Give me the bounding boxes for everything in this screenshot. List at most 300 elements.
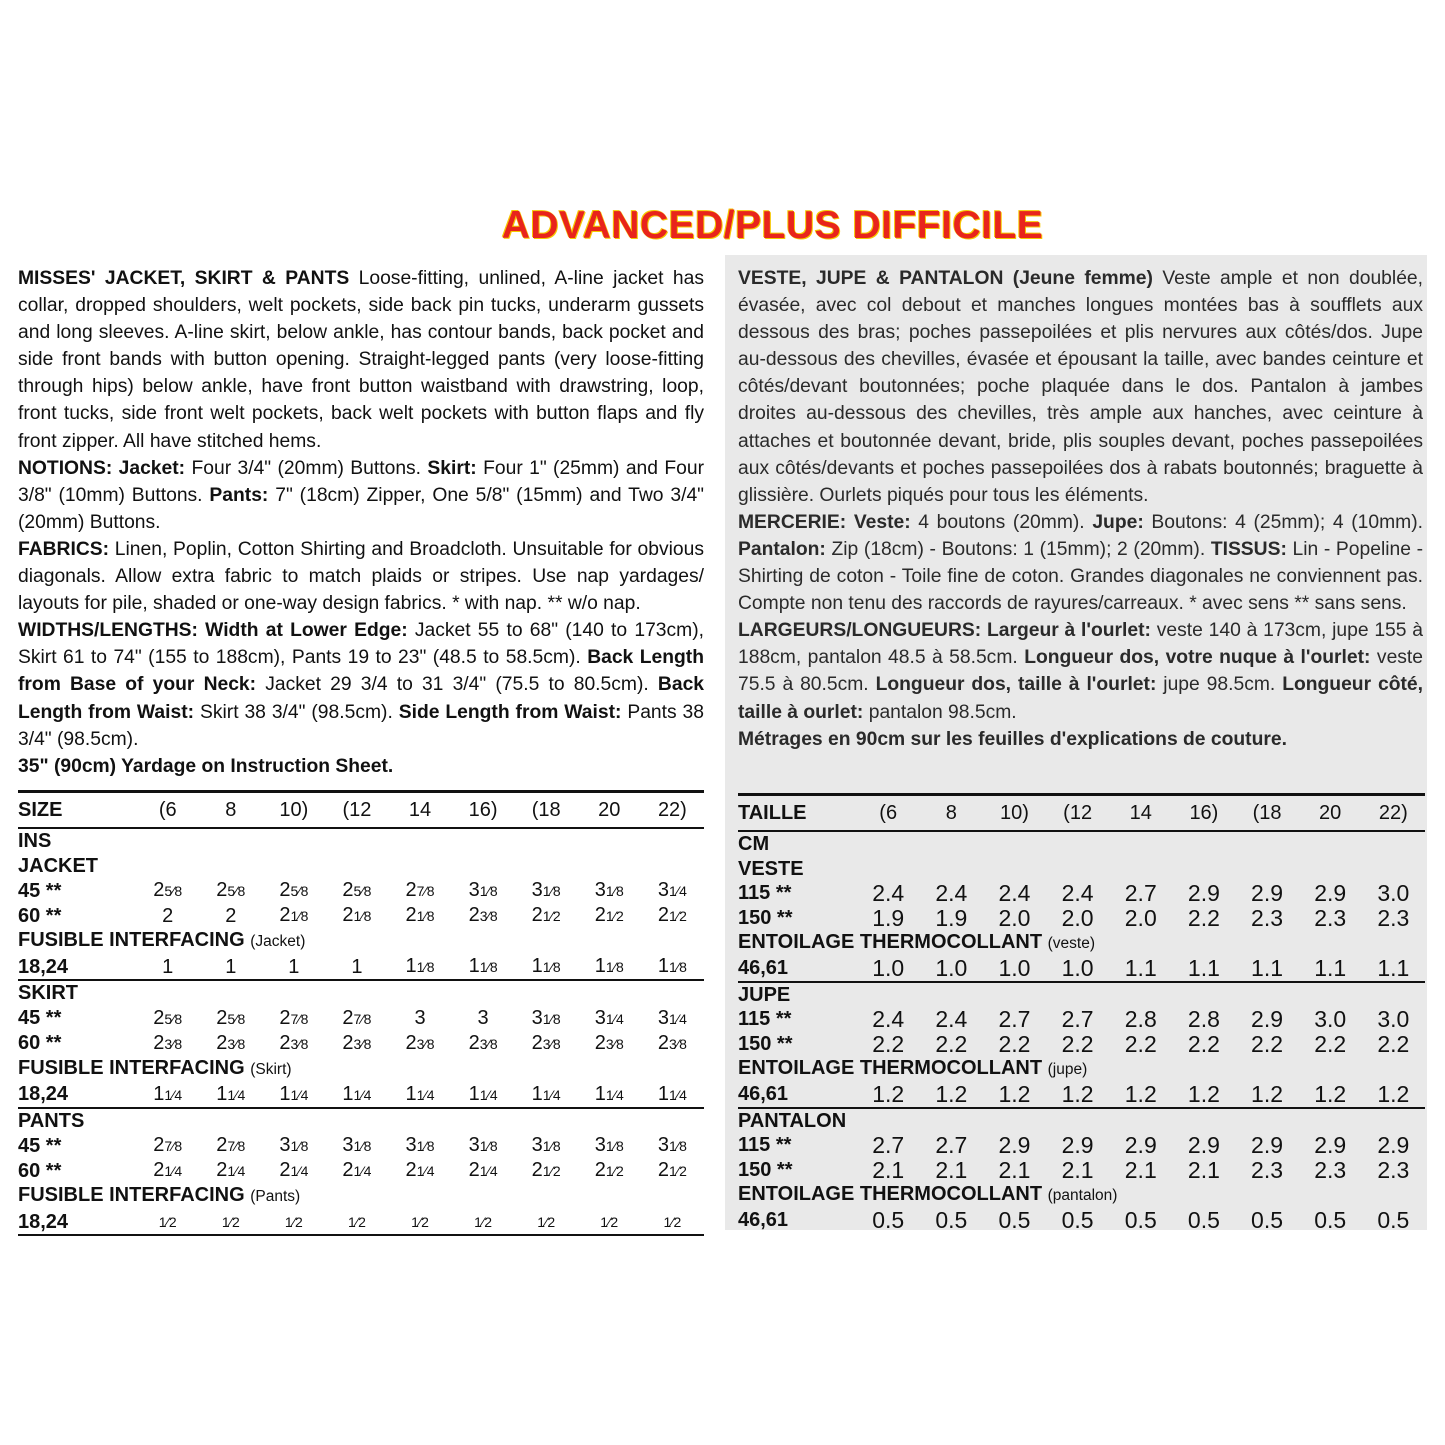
- notions-jacket: Four 3/4" (20mm) Buttons.: [191, 457, 422, 479]
- size-header-row: [18, 793, 704, 828]
- size-cell: 14: [1109, 796, 1172, 831]
- value-cell: 23⁄8: [342, 1031, 372, 1054]
- table-row: [18, 1133, 704, 1158]
- value-cell: 2.2: [1061, 1030, 1094, 1057]
- value-cell: 2.2: [1124, 1030, 1157, 1057]
- value-cell: 1⁄2: [221, 1214, 240, 1230]
- value-cell: 1⁄2: [158, 1214, 177, 1230]
- value-cell: 27⁄8: [405, 879, 435, 901]
- interfacing-note: (Pants): [250, 1188, 301, 1205]
- value-cell: 21⁄4: [468, 1159, 498, 1181]
- interfacing-note: (pantalon): [1047, 1187, 1118, 1204]
- value-cell: 11⁄4: [216, 1082, 246, 1105]
- size-cell: (6: [857, 796, 920, 831]
- value-cell: 1⁄2: [284, 1214, 303, 1230]
- value-cell: 23⁄8: [468, 904, 498, 926]
- interfacing-note: (veste): [1047, 935, 1095, 952]
- mercerie-jupe: Boutons: 4 (25mm); 4 (10mm).: [1151, 511, 1424, 533]
- value-cell: 31⁄4: [594, 1006, 624, 1029]
- value-cell: 21⁄4: [405, 1159, 435, 1181]
- longueur-nuque: veste 75.5 à 80.5cm.: [738, 647, 1424, 696]
- row-label: 60 **: [18, 904, 62, 927]
- value-cell: 2.1: [872, 1156, 905, 1183]
- value-cell: 11⁄4: [342, 1082, 372, 1105]
- value-cell: 2.3: [1377, 1156, 1410, 1183]
- value-cell: 25⁄8: [153, 1006, 183, 1029]
- notions: [18, 455, 704, 536]
- value-cell: 0.5: [1187, 1207, 1220, 1234]
- interfacing-note: (Skirt): [250, 1060, 292, 1078]
- interfacing-label: FUSIBLE INTERFACING (Skirt): [18, 1056, 292, 1079]
- section-label: SKIRT: [18, 980, 704, 1006]
- size-cell: 8: [199, 793, 262, 828]
- interfacing-row: [18, 954, 704, 980]
- table-row: [738, 1007, 1425, 1032]
- value-cell: 1: [162, 955, 174, 978]
- value-cell: 2.1: [1061, 1156, 1094, 1183]
- value-cell: 31⁄8: [531, 1134, 561, 1156]
- value-cell: 1.2: [1251, 1081, 1284, 1108]
- interfacing-label: ENTOILAGE THERMOCOLLANT (veste): [738, 931, 1095, 953]
- back-waist-label: Back Length from Waist:: [18, 674, 705, 723]
- value-cell: 11⁄8: [405, 955, 435, 977]
- value-cell: 0.5: [998, 1207, 1031, 1234]
- value-cell: 2.1: [935, 1156, 968, 1183]
- section-row: [18, 980, 704, 1006]
- value-cell: 21⁄2: [531, 904, 561, 926]
- value-cell: 23⁄8: [594, 1031, 624, 1054]
- value-cell: 2.9: [1251, 1006, 1284, 1033]
- metrages-note-text: Métrages en 90cm sur les feuilles d'explications de couture.: [738, 728, 1287, 750]
- french-description-column: [738, 265, 1423, 753]
- table-row: [738, 881, 1425, 906]
- value-cell: 27⁄8: [279, 1006, 309, 1029]
- value-cell: 21⁄4: [216, 1159, 246, 1181]
- value-cell: 2.2: [872, 1030, 905, 1057]
- value-cell: 1.2: [1124, 1081, 1157, 1108]
- table-row: [738, 906, 1425, 931]
- unit-row: [738, 831, 1425, 857]
- value-cell: 1.1: [1187, 955, 1220, 982]
- value-cell: 11⁄8: [468, 955, 498, 977]
- value-cell: 1.0: [1061, 955, 1094, 982]
- row-label: 46,61: [738, 1209, 789, 1232]
- value-cell: 27⁄8: [342, 1006, 372, 1029]
- widths-lengths: [18, 617, 704, 752]
- largeur: veste 140 à 173cm, jupe 155 à 188cm, pantalon 48.5 à 58.5cm.: [738, 620, 1424, 669]
- value-cell: 0.5: [1061, 1207, 1094, 1234]
- value-cell: 21⁄2: [594, 904, 624, 926]
- value-cell: 2.2: [1187, 1030, 1220, 1057]
- value-cell: 1: [351, 955, 363, 978]
- value-cell: 2.1: [998, 1156, 1031, 1183]
- value-cell: 2.7: [935, 1132, 968, 1159]
- longueur-nuque-label: Longueur dos, votre nuque à l'ourlet:: [1024, 647, 1371, 669]
- width-lower: Jacket 55 to 68" (140 to 173cm), Skirt 61 to 74" (155 to 188cm), Pants 19 to 23" (48.5 to 58.5cm).: [18, 620, 705, 669]
- row-label: 46,61: [738, 957, 789, 980]
- value-cell: 31⁄8: [531, 879, 561, 901]
- section-row: [18, 1108, 704, 1134]
- section-row: [18, 854, 704, 879]
- value-cell: 31⁄8: [594, 879, 624, 901]
- value-cell: 3: [414, 1007, 426, 1029]
- value-cell: 2.2: [1187, 904, 1220, 931]
- value-cell: 2.2: [1251, 1030, 1284, 1057]
- fr-description-heading: VESTE, JUPE & PANTALON (Jeune femme): [738, 268, 1153, 289]
- tissus-heading: TISSUS:: [1210, 538, 1287, 560]
- mercerie-pantalon-label: Pantalon:: [738, 538, 826, 560]
- unit-label: INS: [18, 830, 52, 853]
- value-cell: 2.0: [1124, 904, 1157, 931]
- row-label: 46,61: [738, 1083, 789, 1106]
- value-cell: 21⁄4: [153, 1159, 183, 1181]
- value-cell: 11⁄4: [405, 1082, 435, 1105]
- french-description: [738, 265, 1423, 509]
- value-cell: 2.9: [1187, 880, 1220, 907]
- value-cell: 1: [288, 955, 300, 978]
- value-cell: 31⁄8: [657, 1134, 687, 1156]
- fabrics-text: Linen, Poplin, Cotton Shirting and Broadcloth. Unsuitable for obvious diagonals. Allow extra fabric to match plaids or stripes. Use nap yardages/ layouts for pile, shaded or one-way design fabrics. * with nap. ** w/o nap.: [18, 538, 704, 615]
- unit-label: CM: [738, 833, 770, 856]
- size-cell: 16): [1172, 796, 1235, 831]
- largeurs-heading: LARGEURS/LONGUEURS:: [738, 620, 982, 642]
- size-label: SIZE: [18, 793, 136, 828]
- value-cell: 2.4: [998, 880, 1031, 907]
- unit-row: [18, 828, 704, 854]
- value-cell: 23⁄8: [468, 1031, 498, 1054]
- value-cell: 2.4: [935, 880, 968, 907]
- value-cell: 1.9: [872, 904, 905, 931]
- largeurs-longueurs: [738, 617, 1423, 725]
- back-waist: Skirt 38 3/4" (98.5cm).: [199, 701, 393, 723]
- notions-pants: 7" (18cm) Zipper, One 5/8" (15mm) and Two 3/4" (20mm) Buttons.: [18, 484, 705, 533]
- value-cell: 2.7: [998, 1006, 1031, 1033]
- fabrics: [18, 536, 704, 617]
- value-cell: 27⁄8: [153, 1134, 183, 1156]
- interfacing-header-row: [738, 1182, 1425, 1208]
- size-header-row: [738, 796, 1425, 831]
- interfacing-row: [738, 1082, 1425, 1108]
- value-cell: 11⁄8: [657, 955, 687, 977]
- notions-skirt-label: Skirt:: [427, 457, 477, 479]
- value-cell: 1.1: [1377, 955, 1410, 982]
- mercerie: [738, 509, 1423, 617]
- value-cell: 25⁄8: [279, 879, 309, 901]
- value-cell: 2.3: [1314, 1156, 1347, 1183]
- interfacing-header-row: [18, 1183, 704, 1209]
- value-cell: 25⁄8: [216, 1006, 246, 1029]
- size-cell: (12: [325, 793, 388, 828]
- value-cell: 11⁄8: [594, 955, 624, 977]
- interfacing-note: (Jacket): [250, 933, 306, 950]
- value-cell: 2.9: [1251, 880, 1284, 907]
- table-row: [18, 1158, 704, 1183]
- notions-heading: NOTIONS:: [18, 457, 113, 479]
- size-cell: 20: [578, 793, 641, 828]
- value-cell: 1.2: [1377, 1081, 1410, 1108]
- value-cell: 1.1: [1314, 955, 1347, 982]
- value-cell: 3: [477, 1007, 489, 1029]
- value-cell: 2.4: [935, 1006, 968, 1033]
- size-cell: 10): [262, 793, 325, 828]
- interfacing-label: ENTOILAGE THERMOCOLLANT (pantalon): [738, 1183, 1118, 1205]
- value-cell: 1.2: [1061, 1081, 1094, 1108]
- value-cell: 2.3: [1314, 904, 1347, 931]
- value-cell: 1.0: [998, 955, 1031, 982]
- row-label: 150 **: [738, 1158, 793, 1181]
- side-waist: Pants 38 3/4" (98.5cm).: [18, 701, 705, 750]
- value-cell: 1: [225, 955, 237, 978]
- fr-description-text: Veste ample et non doublée, évasée, avec col debout et manches longues montées bas à soufflets aux dessous des bras; poches passepoilées et plis nervures aux côtés/dos. Jupe au-dessous des chevilles, évasée et épousant la taille, avec bandes ceinture et côtés/devant boutonnées; poche plaquée dans le dos. Pantalon à jambes droites au-dessous des chevilles, très ample aux hanches, avec ceinture à attaches et boutonnée devant, bride, plis souples devant, poches passepoilées aux côtés/devants et poches passepoilées dos à rabats boutonnés; braguette à glissière. Ourlets piqués pour tous les éléments.: [738, 268, 1423, 506]
- value-cell: 2.1: [1187, 1156, 1220, 1183]
- table-row: [738, 1158, 1425, 1183]
- longueur-cote-label: Longueur côté, taille à ourlet:: [738, 674, 1423, 723]
- value-cell: 1⁄2: [411, 1214, 429, 1230]
- size-cell: (12: [1046, 796, 1109, 831]
- value-cell: 0.5: [1124, 1207, 1157, 1234]
- value-cell: 2.8: [1124, 1006, 1157, 1033]
- value-cell: 0.5: [872, 1207, 905, 1234]
- value-cell: 2.2: [1314, 1030, 1347, 1057]
- longueur-taille: jupe 98.5cm.: [1163, 674, 1276, 696]
- value-cell: 11⁄4: [594, 1082, 624, 1105]
- value-cell: 23⁄8: [657, 1031, 687, 1054]
- row-label: 18,24: [18, 1083, 69, 1105]
- longueur-taille-label: Longueur dos, taille à l'ourlet:: [875, 674, 1157, 696]
- value-cell: 1.2: [1187, 1081, 1220, 1108]
- value-cell: 23⁄8: [405, 1031, 435, 1054]
- notions-jacket-label: Jacket:: [118, 457, 186, 479]
- value-cell: 1.2: [935, 1081, 968, 1108]
- longueur-cote: pantalon 98.5cm.: [868, 701, 1017, 723]
- size-cell: (6: [136, 793, 199, 828]
- value-cell: 31⁄4: [657, 879, 687, 901]
- value-cell: 2.1: [1124, 1156, 1157, 1183]
- value-cell: 23⁄8: [531, 1031, 561, 1054]
- english-description-column: [18, 265, 704, 780]
- size-cell: 22): [641, 793, 704, 828]
- value-cell: 25⁄8: [342, 879, 372, 901]
- value-cell: 2.3: [1377, 904, 1410, 931]
- description-text: Loose-fitting, unlined, A-line jacket has collar, dropped shoulders, welt pockets, side back pin tucks, underarm gussets and long sleeves. A-line skirt, below ankle, has contour bands, back pocket and side front bands with button opening. Straight-legged pants (very loose-fitting through hips) below ankle, have front button waistband with drawstring, loop, front tucks, side front welt pockets, back welt pockets with button flaps and fly front zipper. All have stitched hems.: [18, 268, 704, 452]
- value-cell: 2: [162, 904, 174, 927]
- table-row: [18, 903, 704, 928]
- table-row: [18, 1031, 704, 1056]
- page-title: ADVANCED/PLUS DIFFICILE: [501, 204, 1044, 247]
- metrages-note: [738, 726, 1423, 753]
- interfacing-header-row: [18, 1056, 704, 1082]
- fabrics-heading: FABRICS:: [18, 538, 110, 560]
- interfacing-row: [738, 1208, 1425, 1233]
- notions-skirt: Four 1" (25mm) and Four 3/8" (10mm) Buttons.: [18, 457, 705, 506]
- interfacing-label: FUSIBLE INTERFACING (Pants): [18, 1184, 301, 1206]
- value-cell: 3.0: [1377, 1006, 1410, 1033]
- row-label: 115 **: [738, 882, 792, 905]
- value-cell: 23⁄8: [216, 1031, 246, 1054]
- section-label: PANTALON: [738, 1108, 1425, 1134]
- value-cell: 1.2: [1314, 1081, 1347, 1108]
- value-cell: 11⁄4: [468, 1082, 498, 1105]
- value-cell: 2.4: [872, 1006, 905, 1033]
- value-cell: 1.0: [935, 955, 968, 982]
- largeur-label: Largeur à l'ourlet:: [986, 620, 1151, 642]
- value-cell: 2.9: [1314, 1132, 1347, 1159]
- section-row: [738, 982, 1425, 1008]
- row-label: 18,24: [18, 1210, 69, 1233]
- value-cell: 0.5: [1314, 1207, 1347, 1234]
- value-cell: 21⁄8: [405, 904, 435, 926]
- value-cell: 27⁄8: [216, 1134, 246, 1156]
- row-label: 115 **: [738, 1008, 792, 1031]
- value-cell: 2.7: [872, 1132, 905, 1159]
- value-cell: 1.2: [998, 1081, 1031, 1108]
- value-cell: 2: [225, 904, 237, 927]
- interfacing-row: [738, 956, 1425, 982]
- row-label: 18,24: [18, 955, 69, 978]
- size-cell: 20: [1299, 796, 1362, 831]
- width-lower-label: Width at Lower Edge:: [205, 620, 408, 642]
- row-label: 115 **: [738, 1134, 792, 1157]
- widths-heading: WIDTHS/LENGTHS:: [18, 620, 198, 642]
- value-cell: 2.9: [1377, 1132, 1410, 1159]
- mercerie-veste-label: Veste:: [853, 511, 911, 533]
- size-cell: 8: [920, 796, 983, 831]
- value-cell: 2.0: [998, 904, 1031, 931]
- value-cell: 1⁄2: [600, 1214, 619, 1230]
- value-cell: 21⁄2: [657, 1159, 687, 1181]
- section-row: [738, 857, 1425, 882]
- interfacing-header-row: [18, 928, 704, 954]
- mercerie-veste: 4 boutons (20mm).: [918, 511, 1085, 533]
- value-cell: 1⁄2: [474, 1214, 493, 1230]
- size-cell: 10): [983, 796, 1046, 831]
- mercerie-pantalon: Zip (18cm) - Boutons: 1 (15mm); 2 (20mm).: [831, 538, 1206, 560]
- value-cell: 2.7: [1061, 1006, 1094, 1033]
- value-cell: 31⁄4: [657, 1006, 687, 1029]
- value-cell: 31⁄8: [594, 1134, 624, 1156]
- value-cell: 21⁄8: [342, 904, 372, 926]
- size-label: TAILLE: [738, 796, 857, 831]
- value-cell: 21⁄8: [279, 904, 309, 926]
- section-row: [738, 1108, 1425, 1134]
- value-cell: 3.0: [1377, 880, 1410, 907]
- interfacing-header-row: [738, 930, 1425, 956]
- tissus-text: Lin - Popeline - Shirting de coton - Toile fine de coton. Grandes diagonales ne conviennent pas. Compte non tenu des raccords de rayures/carreaux. * avec sens ** sans sens.: [738, 538, 1424, 615]
- value-cell: 2.9: [1314, 880, 1347, 907]
- row-label: 60 **: [18, 1159, 62, 1182]
- section-label: JACKET: [18, 854, 99, 877]
- value-cell: 2.4: [872, 880, 905, 907]
- value-cell: 2.7: [1124, 880, 1157, 907]
- value-cell: 31⁄8: [531, 1006, 561, 1029]
- table-row: [18, 878, 704, 903]
- value-cell: 2.3: [1251, 1156, 1284, 1183]
- value-cell: 31⁄8: [468, 1134, 498, 1156]
- value-cell: 31⁄8: [279, 1134, 309, 1156]
- yardage-table-french: [738, 793, 1425, 1233]
- size-cell: 22): [1362, 796, 1425, 831]
- value-cell: 2.8: [1187, 1006, 1220, 1033]
- row-label: 150 **: [738, 906, 793, 929]
- row-label: 60 **: [18, 1032, 62, 1054]
- interfacing-label: FUSIBLE INTERFACING (Jacket): [18, 929, 306, 951]
- value-cell: 2.9: [998, 1132, 1031, 1159]
- interfacing-label: ENTOILAGE THERMOCOLLANT (jupe): [738, 1057, 1088, 1079]
- value-cell: 2.0: [1061, 904, 1094, 931]
- value-cell: 11⁄4: [657, 1082, 687, 1105]
- value-cell: 21⁄2: [657, 904, 687, 926]
- section-label: PANTS: [18, 1108, 704, 1134]
- value-cell: 1⁄2: [347, 1214, 366, 1230]
- value-cell: 31⁄8: [468, 879, 498, 901]
- value-cell: 1⁄2: [537, 1214, 556, 1230]
- row-label: 45 **: [18, 879, 62, 902]
- mercerie-heading: MERCERIE:: [738, 511, 847, 533]
- value-cell: 0.5: [1377, 1207, 1410, 1234]
- table-row: [738, 1032, 1425, 1057]
- yardage-note: [18, 753, 704, 780]
- value-cell: 0.5: [935, 1207, 968, 1234]
- value-cell: 25⁄8: [216, 879, 246, 901]
- value-cell: 1.1: [1251, 955, 1284, 982]
- value-cell: 2.9: [1187, 1132, 1220, 1159]
- size-cell: (18: [515, 793, 578, 828]
- value-cell: 0.5: [1251, 1207, 1284, 1234]
- row-label: 150 **: [738, 1032, 793, 1055]
- value-cell: 2.9: [1251, 1132, 1284, 1159]
- section-label: VESTE: [738, 857, 804, 880]
- value-cell: 21⁄4: [342, 1159, 372, 1181]
- english-description: [18, 265, 704, 455]
- value-cell: 21⁄4: [279, 1159, 309, 1181]
- mercerie-jupe-label: Jupe:: [1092, 511, 1144, 533]
- value-cell: 2.2: [935, 1030, 968, 1057]
- back-neck: Jacket 29 3/4 to 31 3/4" (75.5 to 80.5cm).: [265, 674, 649, 696]
- side-waist-label: Side Length from Waist:: [398, 701, 622, 723]
- value-cell: 1⁄2: [663, 1214, 682, 1230]
- value-cell: 23⁄8: [153, 1031, 183, 1054]
- value-cell: 23⁄8: [279, 1031, 309, 1054]
- value-cell: 1.0: [872, 955, 905, 982]
- value-cell: 25⁄8: [153, 879, 183, 901]
- value-cell: 1.2: [872, 1081, 905, 1108]
- value-cell: 2.2: [998, 1030, 1031, 1057]
- interfacing-row: [18, 1209, 704, 1234]
- value-cell: 11⁄4: [279, 1082, 309, 1105]
- value-cell: 11⁄4: [153, 1082, 183, 1105]
- interfacing-note: (jupe): [1047, 1061, 1088, 1078]
- row-label: 45 **: [18, 1134, 62, 1157]
- value-cell: 3.0: [1314, 1006, 1347, 1033]
- value-cell: 21⁄2: [531, 1159, 561, 1181]
- table-row: [18, 1006, 704, 1031]
- value-cell: 2.3: [1251, 904, 1284, 931]
- interfacing-row: [18, 1082, 704, 1108]
- value-cell: 31⁄8: [405, 1134, 435, 1156]
- size-cell: (18: [1235, 796, 1298, 831]
- value-cell: 21⁄2: [594, 1159, 624, 1181]
- description-heading: MISSES' JACKET, SKIRT & PANTS: [18, 268, 350, 289]
- value-cell: 1.1: [1124, 955, 1157, 982]
- size-cell: 14: [388, 793, 451, 828]
- value-cell: 2.9: [1124, 1132, 1157, 1159]
- notions-pants-label: Pants:: [209, 484, 269, 506]
- yardage-table-english: [18, 790, 704, 1236]
- value-cell: 2.9: [1061, 1132, 1094, 1159]
- interfacing-header-row: [738, 1056, 1425, 1082]
- value-cell: 2.4: [1061, 880, 1094, 907]
- value-cell: 2.2: [1377, 1030, 1410, 1057]
